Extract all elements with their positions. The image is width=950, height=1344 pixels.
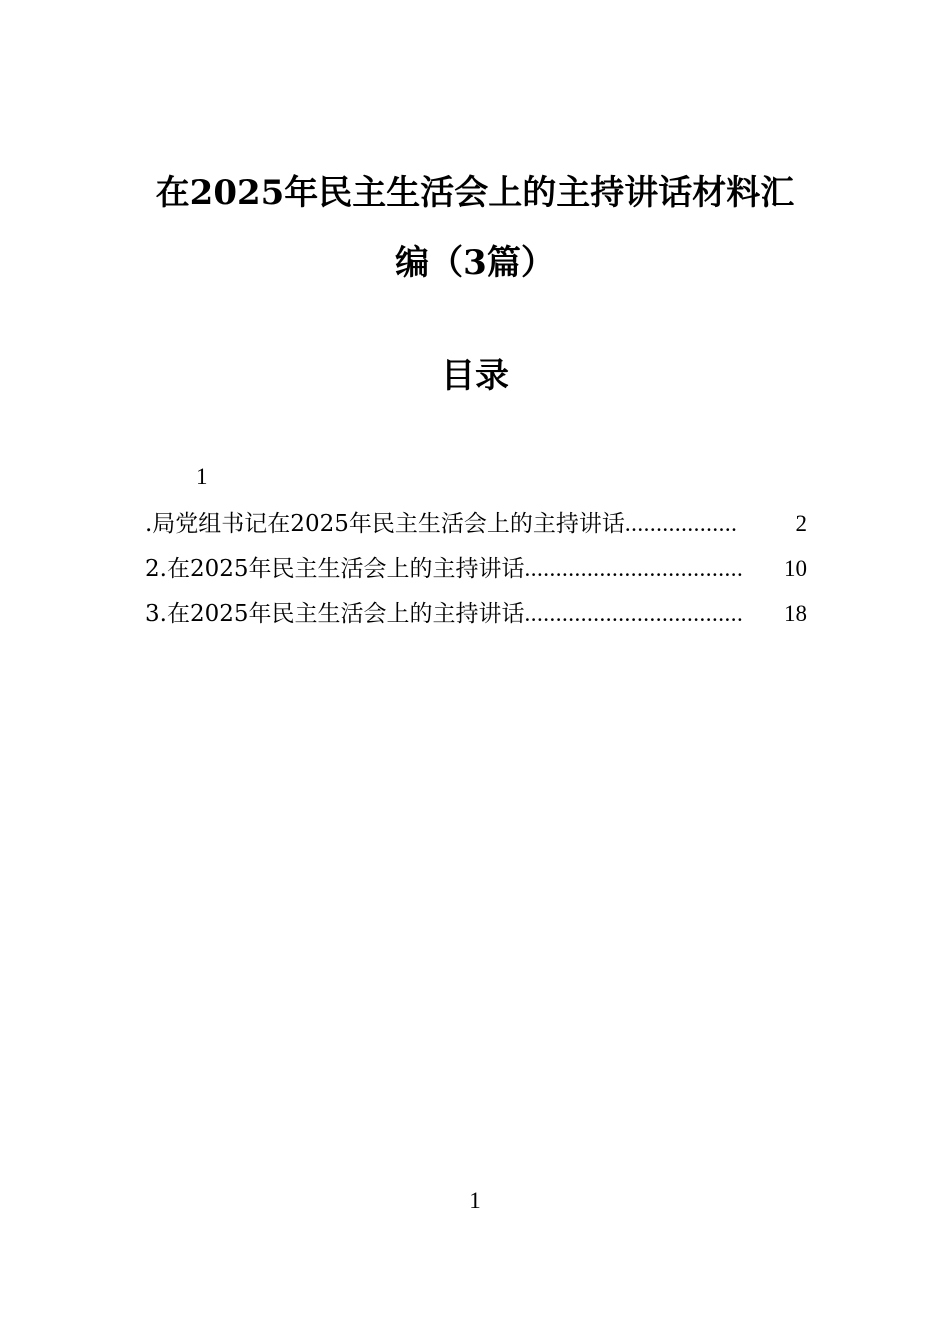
toc-entry-label: 2.在2025年民主生活会上的主持讲话 — [145, 556, 525, 582]
toc-first-number: 1 — [196, 464, 208, 489]
toc-entry-leader: .................. — [624, 511, 738, 536]
toc-heading: 目录 — [441, 356, 509, 396]
toc-entry-2[interactable] — [145, 553, 807, 585]
footer-page-number: 1 — [469, 1188, 481, 1213]
toc-entry-label: .局党组书记在2025年民主生活会上的主持讲话 — [145, 511, 625, 537]
title-line-1: 在2025年民主生活会上的主持讲话材料汇 — [155, 173, 795, 213]
toc-entry-3[interactable] — [145, 598, 807, 630]
toc-entry-label: 3.在2025年民主生活会上的主持讲话 — [145, 601, 525, 627]
toc-entry-1[interactable] — [145, 508, 807, 540]
toc-entry-page: 10 — [784, 556, 807, 581]
toc-entry-leader: ................................... — [524, 556, 744, 581]
toc-entry-page: 2 — [795, 511, 807, 536]
toc-entry-page: 18 — [784, 601, 807, 626]
toc-entry-leader: ................................... — [524, 601, 744, 626]
title-line-2: 编（3篇） — [395, 243, 555, 283]
document-title — [140, 158, 810, 298]
